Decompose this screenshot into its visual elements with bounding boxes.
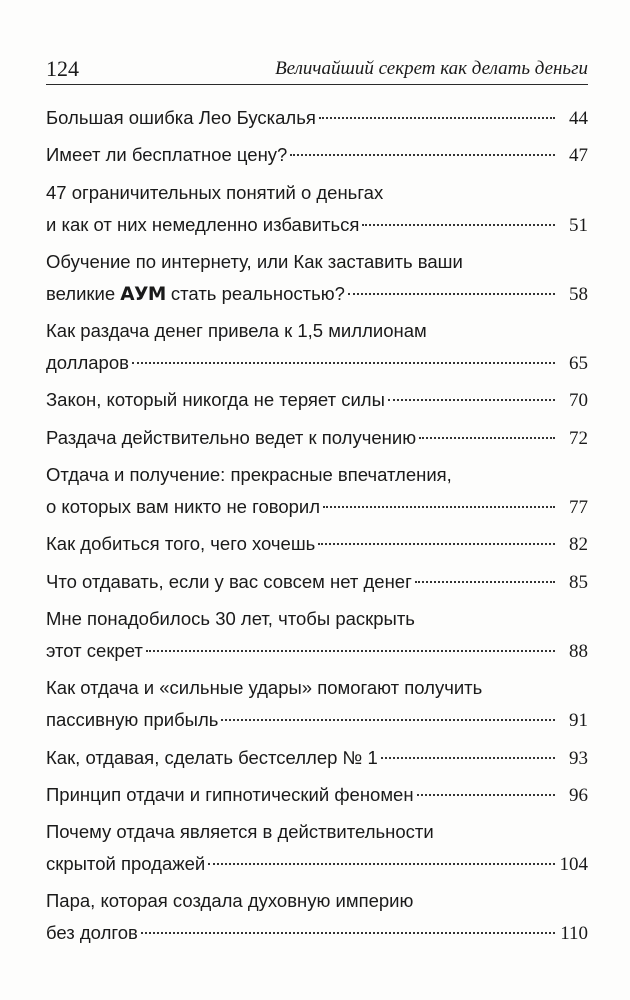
dot-leader [132, 362, 555, 364]
toc-page-number: 77 [569, 497, 588, 519]
dot-leader [319, 117, 555, 119]
toc-entry-title-line1: Как раздача денег привела к 1,5 миллионам [46, 320, 427, 342]
toc-entry-title-line2: пассивную прибыль [46, 709, 219, 731]
toc-entry[interactable] [46, 315, 588, 380]
toc-entry-title: Что отдавать, если у вас совсем нет денег [46, 570, 412, 592]
toc-entry-title-line2 [46, 278, 345, 311]
dot-leader [415, 581, 555, 583]
toc-entry[interactable] [46, 672, 588, 737]
toc-page-number: 85 [569, 571, 588, 593]
toc-page-number: 72 [569, 427, 588, 449]
toc-page-number: 93 [569, 747, 588, 769]
aum-emphasis: АУМ [120, 283, 166, 305]
toc-entry-title-line2: скрытой продажей [46, 853, 206, 875]
toc-entry-title: Принцип отдачи и гипнотический феномен [46, 783, 414, 805]
toc-page-number: 70 [569, 390, 588, 412]
dot-leader [417, 794, 555, 796]
title-text-after: стать реальностью? [165, 282, 345, 304]
toc-entry-title-line1: Почему отдача является в действительности [46, 821, 434, 843]
dot-leader [221, 719, 555, 721]
dot-leader [318, 543, 555, 545]
toc-entry[interactable] [46, 603, 588, 668]
dot-leader [419, 437, 555, 439]
toc-entry-title: Как добиться того, чего хочешь [46, 533, 316, 555]
toc-entry-title: Большая ошибка Лео Бускалья [46, 107, 316, 128]
toc-page-number: 96 [569, 784, 588, 806]
toc-entry[interactable] [46, 816, 588, 881]
toc-entry[interactable] [46, 528, 588, 561]
dot-leader [362, 224, 555, 226]
toc-entry-title-line1: Как отдача и «сильные удары» помогают получить [46, 677, 483, 699]
toc-entry-title-line1: Пара, которая создала духовную империю [46, 890, 414, 912]
toc-entry[interactable] [46, 177, 588, 242]
toc-page-number: 82 [569, 534, 588, 556]
toc-page-number: 65 [569, 353, 588, 375]
toc-entry[interactable] [46, 779, 588, 812]
toc-entry-title-line1: Отдача и получение: прекрасные впечатления, [46, 464, 452, 486]
dot-leader [290, 154, 555, 156]
dot-leader [348, 293, 555, 295]
toc-entry[interactable] [46, 246, 588, 311]
toc-page-number: 88 [569, 640, 588, 662]
toc-page-number: 47 [569, 145, 588, 167]
title-text-before: великие [46, 282, 121, 304]
toc-entry[interactable] [46, 139, 588, 172]
toc-entry[interactable] [46, 422, 588, 455]
toc-entry[interactable] [46, 566, 588, 599]
dot-leader [141, 932, 555, 934]
toc-entry[interactable] [46, 885, 588, 950]
toc-entry-title-line2: без долгов [46, 922, 138, 944]
toc-entry-title: Как, отдавая, сделать бестселлер № 1 [46, 746, 378, 768]
toc-entry-title-line1: Мне понадобилось 30 лет, чтобы раскрыть [46, 607, 415, 629]
toc-page-number: 91 [569, 710, 588, 732]
table-of-contents [46, 102, 588, 955]
dot-leader [388, 399, 555, 401]
page-header [46, 52, 588, 85]
toc-entry[interactable] [46, 102, 588, 135]
toc-page-number: 104 [559, 854, 588, 876]
toc-entry-title-line2: и как от них немедленно избавиться [46, 213, 360, 235]
toc-entry-title-line1: Обучение по интернету, или Как заставить ваши [46, 250, 463, 272]
toc-entry-title-line1: 47 ограничительных понятий о деньгах [46, 181, 384, 203]
toc-page-number: 51 [569, 214, 588, 236]
toc-entry-title: Имеет ли бесплатное цену? [46, 144, 288, 166]
toc-entry-title-line2: этот секрет [46, 639, 143, 661]
toc-entry[interactable] [46, 384, 588, 417]
dot-leader [208, 863, 555, 865]
dot-leader [323, 506, 555, 508]
toc-page-number: 58 [569, 283, 588, 305]
toc-page-number: 110 [560, 923, 588, 945]
toc-entry-title: Закон, который никогда не теряет силы [46, 389, 385, 411]
dot-leader [381, 757, 555, 759]
toc-entry-title-line2: о которых вам никто не говорил [46, 496, 321, 518]
dot-leader [146, 650, 555, 652]
toc-entry[interactable] [46, 459, 588, 524]
toc-entry-title: Раздача действительно ведет к получению [46, 426, 417, 448]
page-number: 124 [46, 56, 79, 81]
toc-entry[interactable] [46, 742, 588, 775]
running-title: Величайший секрет как делать деньги [275, 58, 588, 79]
toc-entry-title-line2: долларов [46, 352, 129, 374]
toc-page-number: 44 [569, 108, 588, 129]
